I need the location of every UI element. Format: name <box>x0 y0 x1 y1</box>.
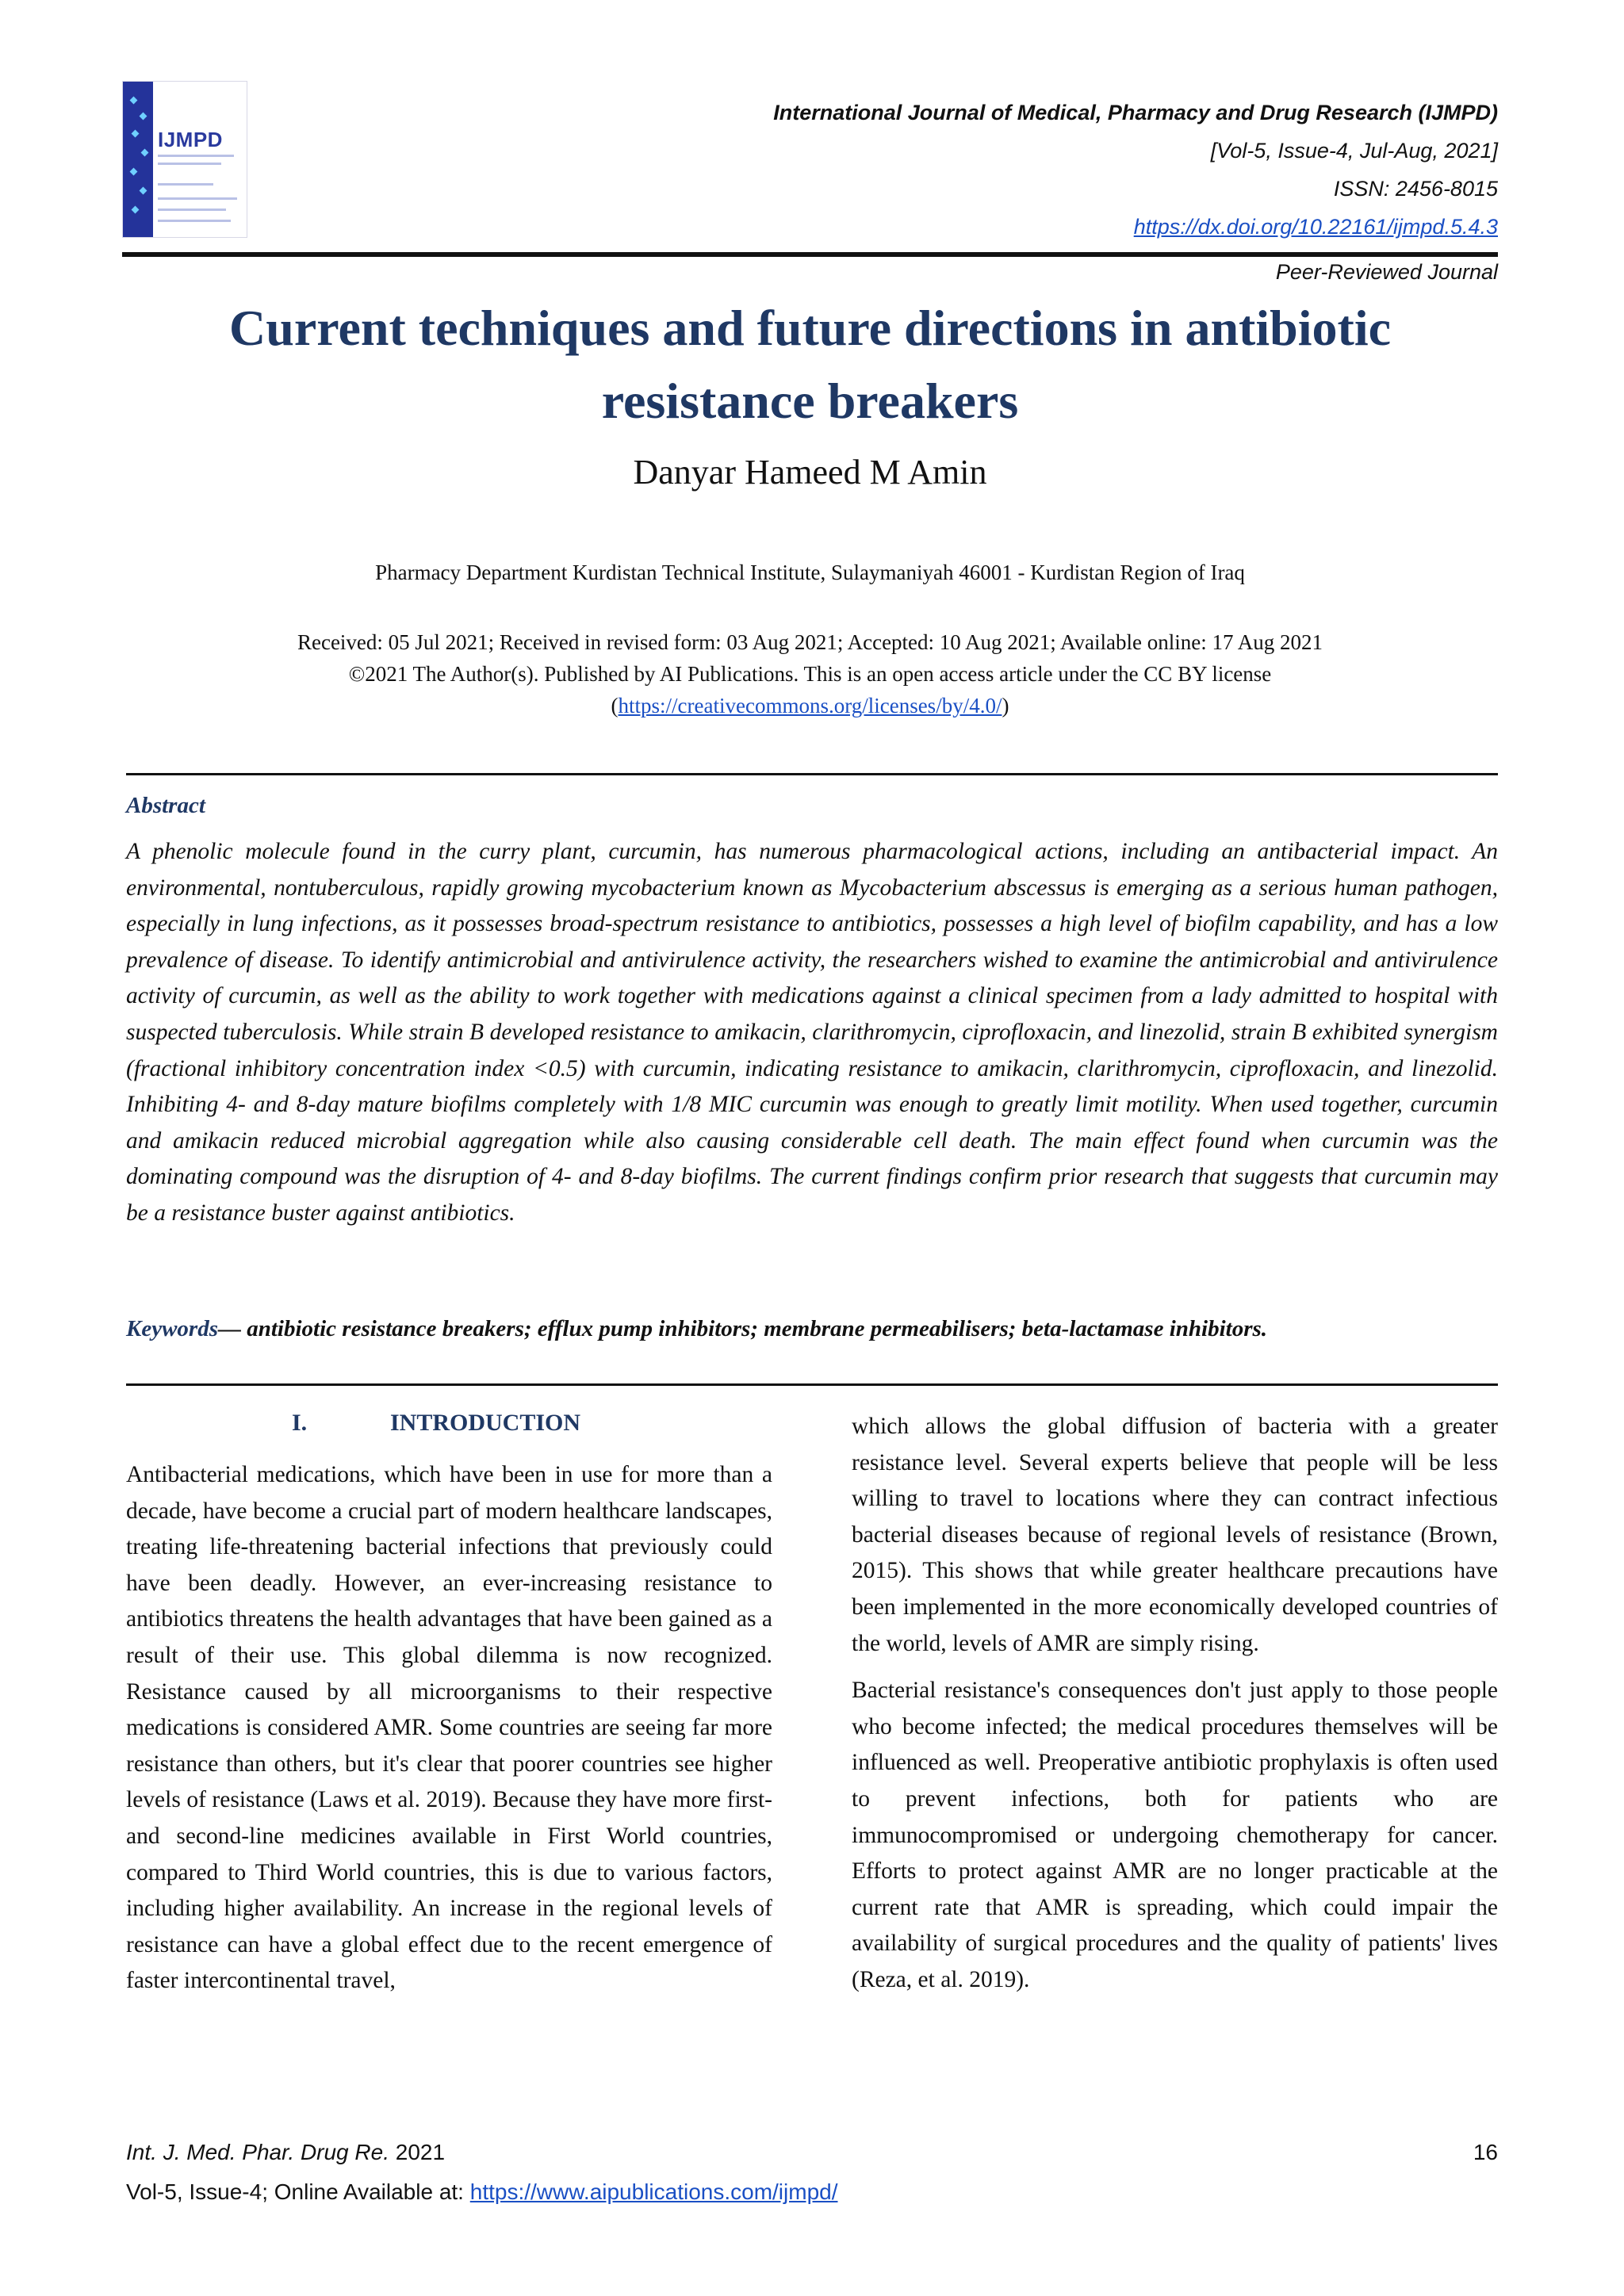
footer-journal-abbrev: Int. J. Med. Phar. Drug Re. <box>126 2140 389 2164</box>
footer-citation <box>126 2133 1498 2172</box>
journal-volume: [Vol-5, Issue-4, Jul-Aug, 2021] <box>1210 139 1498 163</box>
journal-meta <box>773 94 1498 246</box>
left-column <box>126 1457 772 2011</box>
author-name: Danyar Hameed M Amin <box>633 453 987 492</box>
article-history <box>122 626 1498 721</box>
license-line: (https://creativecommons.org/licenses/by/4.0/) <box>611 694 1009 718</box>
footer-year: 2021 <box>395 2140 446 2164</box>
abstract-heading: Abstract <box>126 793 205 818</box>
cover-text-line <box>158 220 231 222</box>
section-title: INTRODUCTION <box>390 1410 581 1436</box>
abstract-bottom-rule <box>126 1383 1498 1386</box>
keywords <box>126 1316 1498 1342</box>
cover-text-line <box>158 183 213 186</box>
page-footer <box>126 2133 1498 2212</box>
abstract-text: A phenolic molecule found in the curry plant, curcumin, has numerous pharmacological actions, including an antibacterial impact. An environmental, nontuberculous, rapidly growing mycobacterium known as Mycobacterium abscessus is emerging as a serious human pathogen, especially in lung infections, as it possesses broad-spectrum resistance to antibiotics, possesses a high level of biofilm capability, and has a low prevalence of disease. To identify antimicrobial and antivirulence activity, the researchers wished to examine the antimicrobial and antivirulence activity of curcumin, as well as the ability to work together with medications against a clinical specimen from a lady admitted to hospital with suspected tuberculosis. While strain B developed resistance to amikacin, clarithromycin, ciprofloxacin, and linezolid, strain B exhibited synergism (fractional inhibitory concentration index <0.5) with curcumin, indicating resistance to amikacin, clarithromycin, ciprofloxacin, and linezolid. Inhibiting 4- and 8-day mature biofilms completely with 1/8 MIC curcumin was enough to greatly limit motility. When used together, curcumin and amikacin reduced microbial aggregation while also causing considerable cell death. The main effect found when curcumin was the dominating compound was the disruption of 4- and 8-day biofilms. The current findings confirm prior research that suggests that curcumin may be a resistance buster against antibiotics. <box>126 839 1498 1226</box>
header-divider <box>122 252 1498 257</box>
title-line: resistance breakers <box>601 373 1019 429</box>
footer-url-link[interactable]: https://www.aipublications.com/ijmpd/ <box>469 2179 838 2204</box>
cover-text-line <box>158 197 237 200</box>
cover-brand: IJMPD <box>158 128 223 151</box>
article-title <box>122 292 1498 438</box>
journal-issn: ISSN: 2456-8015 <box>1333 177 1498 201</box>
footer-issue-text: Vol-5, Issue-4; Online Available at: <box>126 2179 470 2204</box>
cover-text-line <box>158 155 234 157</box>
paragraph: Bacterial resistance's consequences don't just apply to those people who become infected; the medical procedures themselves will be influenced as well. Preoperative antibiotic prophylaxis is often used to prevent infections, both for patients who are immunocompromised or undergoing chemotherapy for cancer. Efforts to protect against AMR are no longer practicable at the current rate that AMR is spreading, which could impair the availability of surgical procedures and the quality of patients' lives (Reza, et al. 2019). <box>852 1678 1498 1992</box>
keywords-label: Keywords <box>126 1316 218 1341</box>
cover-text-line <box>158 163 221 165</box>
abstract-top-rule <box>126 773 1498 775</box>
paragraph: which allows the global diffusion of bacteria with a greater resistance level. Several experts believe that people will be less willing to travel to locations where they can contract infectious bacterial diseases because of regional levels of resistance (Brown, 2015). This shows that while greater healthcare precautions have been implemented in the more economically developed countries of the world, levels of AMR are simply rising. <box>852 1414 1498 1656</box>
dates-line: Received: 05 Jul 2021; Received in revised form: 03 Aug 2021; Accepted: 10 Aug 2021; Available online: 17 Aug 2021 <box>297 630 1323 654</box>
paragraph: Antibacterial medications, which have been in use for more than a decade, have become a crucial part of modern healthcare landscapes, treating life-threatening bacterial infections that previously could have been deadly. However, an ever-increasing resistance to antibiotics threatens the health advantages that have been gained as a result of their use. This global dilemma is now recognized. Resistance caused by all microorganisms to their respective medications is considered AMR. Some countries are seeing far more resistance than others, but it's clear that poorer countries see higher levels of resistance (Laws et al. 2019). Because they have more first- and second-line medicines available in First World countries, compared to Third World countries, this is due to various factors, including higher availability. An increase in the regional levels of resistance can have a global effect due to the recent emergence of faster intercontinental travel, <box>126 1462 772 1994</box>
author-affiliation: Pharmacy Department Kurdistan Technical Institute, Sulaymaniyah 46001 - Kurdistan Region of Iraq <box>375 561 1245 584</box>
doi-link[interactable]: https://dx.doi.org/10.22161/ijmpd.5.4.3 <box>1133 215 1498 239</box>
right-column <box>852 1409 1498 2010</box>
license-link[interactable]: https://creativecommons.org/licenses/by/4.0/ <box>618 694 1002 718</box>
page-number: 16 <box>1473 2140 1498 2164</box>
footer-online <box>126 2172 1498 2212</box>
title-line: Current techniques and future directions in antibiotic <box>229 300 1391 356</box>
keywords-list: — antibiotic resistance breakers; efflux pump inhibitors; membrane permeabilisers; beta-lactamase inhibitors. <box>218 1316 1268 1341</box>
copyright-line: ©2021 The Author(s). Published by AI Publications. This is an open access article under the CC BY license <box>348 662 1272 686</box>
cover-text-line <box>158 209 226 211</box>
section-number: I. <box>292 1410 308 1436</box>
cover-strip <box>123 82 153 237</box>
journal-cover-logo <box>122 81 247 238</box>
journal-name: International Journal of Medical, Pharmacy and Drug Research (IJMPD) <box>773 101 1498 124</box>
peer-reviewed-label: Peer-Reviewed Journal <box>1275 260 1498 284</box>
